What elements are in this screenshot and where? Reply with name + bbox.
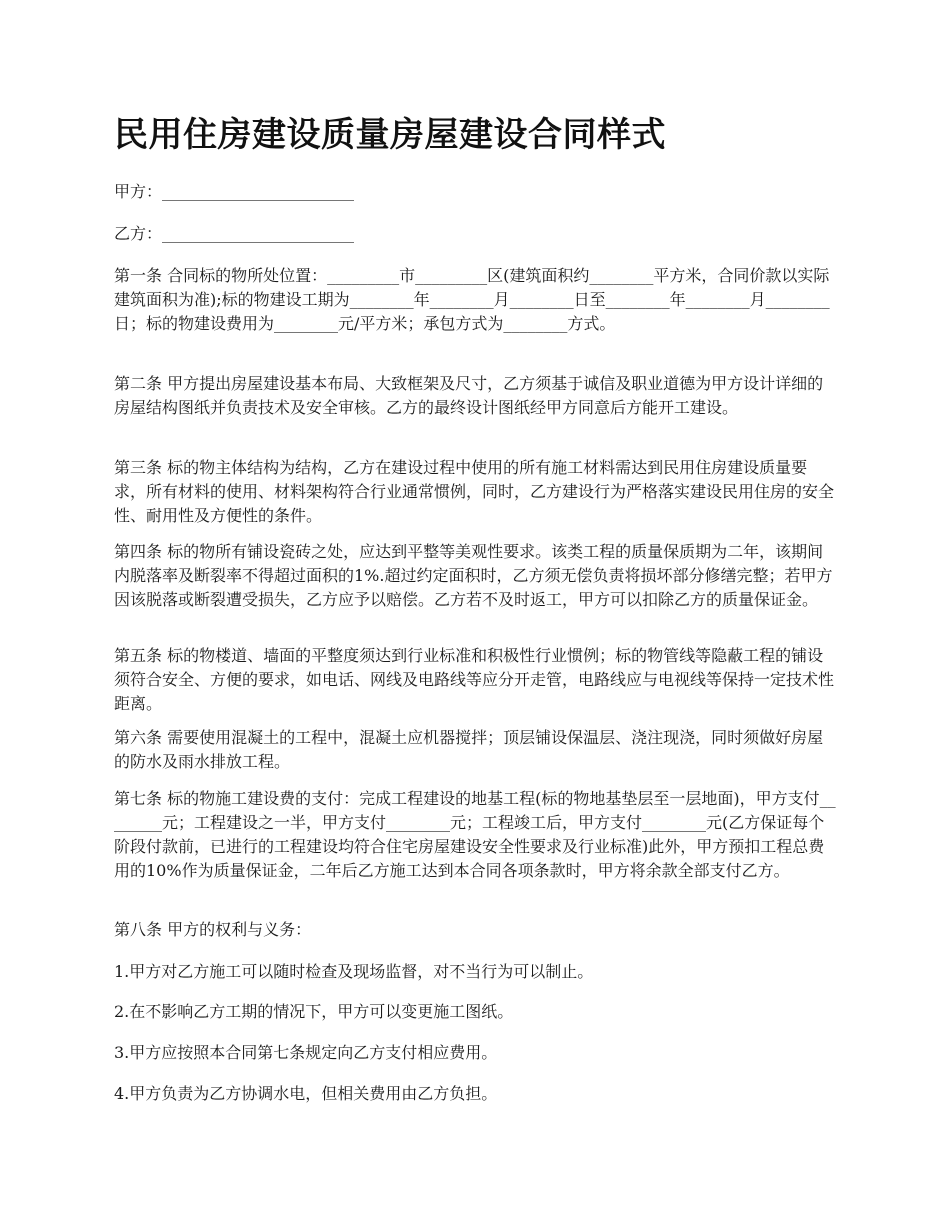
clause-3: 第三条 标的物主体结构为结构，乙方在建设过程中使用的所有施工材料需达到民用住房建设质量要求，所有材料的使用、材料架构符合行业通常惯例，同时，乙方建设行为严格落实建设民用住房的安全性、耐用性及方便性的条件。 (114, 458, 835, 525)
party-a-line: 甲方：________________________ (114, 182, 355, 201)
clause-5: 第五条 标的物楼道、墙面的平整度须达到行业标准和积极性行业惯例；标的物管线等隐蔽工程的铺设须符合安全、方便的要求，如电话、网线及电路线等应分开走管，电路线应与电视线等保持一定技术性距离。 (114, 646, 835, 713)
clause-2: 第二条 甲方提出房屋建设基本布局、大致框架及尺寸，乙方须基于诚信及职业道德为甲方设计详细的房屋结构图纸并负责技术及安全审核。乙方的最终设计图纸经甲方同意后方能开工建设。 (114, 374, 824, 417)
party-b-line: 乙方：________________________ (114, 224, 355, 243)
clause-8-item-4: 4.甲方负责为乙方协调水电，但相关费用由乙方负担。 (114, 1084, 498, 1103)
document-title: 民用住房建设质量房屋建设合同样式 (114, 115, 666, 155)
clause-6: 第六条 需要使用混凝土的工程中，混凝土应机器搅拌；顶层铺设保温层、浇注现浇，同时须做好房屋的防水及雨水排放工程。 (114, 728, 824, 771)
clause-8-item-1: 1.甲方对乙方施工可以随时检查及现场监督，对不当行为可以制止。 (114, 962, 594, 981)
clause-8-heading: 第八条 甲方的权利与义务： (114, 920, 312, 939)
clause-1: 第一条 合同标的物所处位置：_________市_________区(建筑面积约________平方米，合同价款以实际建筑面积为准);标的物建设工期为________年________月________日至________年________月________日；标的物建设费用为________元/平方米；承包方式为________方式。 (114, 266, 830, 333)
clause-8-item-3: 3.甲方应按照本合同第七条规定向乙方支付相应费用。 (114, 1043, 498, 1062)
clause-7: 第七条 标的物施工建设费的支付：完成工程建设的地基工程(标的物地基垫层至一层地面)，甲方支付________元；工程建设之一半，甲方支付________元；工程竣工后，甲方支付________元(乙方保证每个阶段付款前，已进行的工程建设均符合住宅房屋建设安全性要求及行业标准)此外，甲方预扣工程总费用的10%作为质量保证金，二年后乙方施工达到本合同各项条款时，甲方将余款全部支付乙方。 (114, 789, 836, 880)
clause-8-item-2: 2.在不影响乙方工期的情况下，甲方可以变更施工图纸。 (114, 1002, 514, 1021)
clause-4: 第四条 标的物所有铺设瓷砖之处，应达到平整等美观性要求。该类工程的质量保质期为二年，该期间内脱落率及断裂率不得超过面积的1%.超过约定面积时，乙方须无偿负责将损坏部分修缮完整；若甲方因该脱落或断裂遭受损失，乙方应予以赔偿。乙方若不及时返工，甲方可以扣除乙方的质量保证金。 (114, 542, 833, 609)
